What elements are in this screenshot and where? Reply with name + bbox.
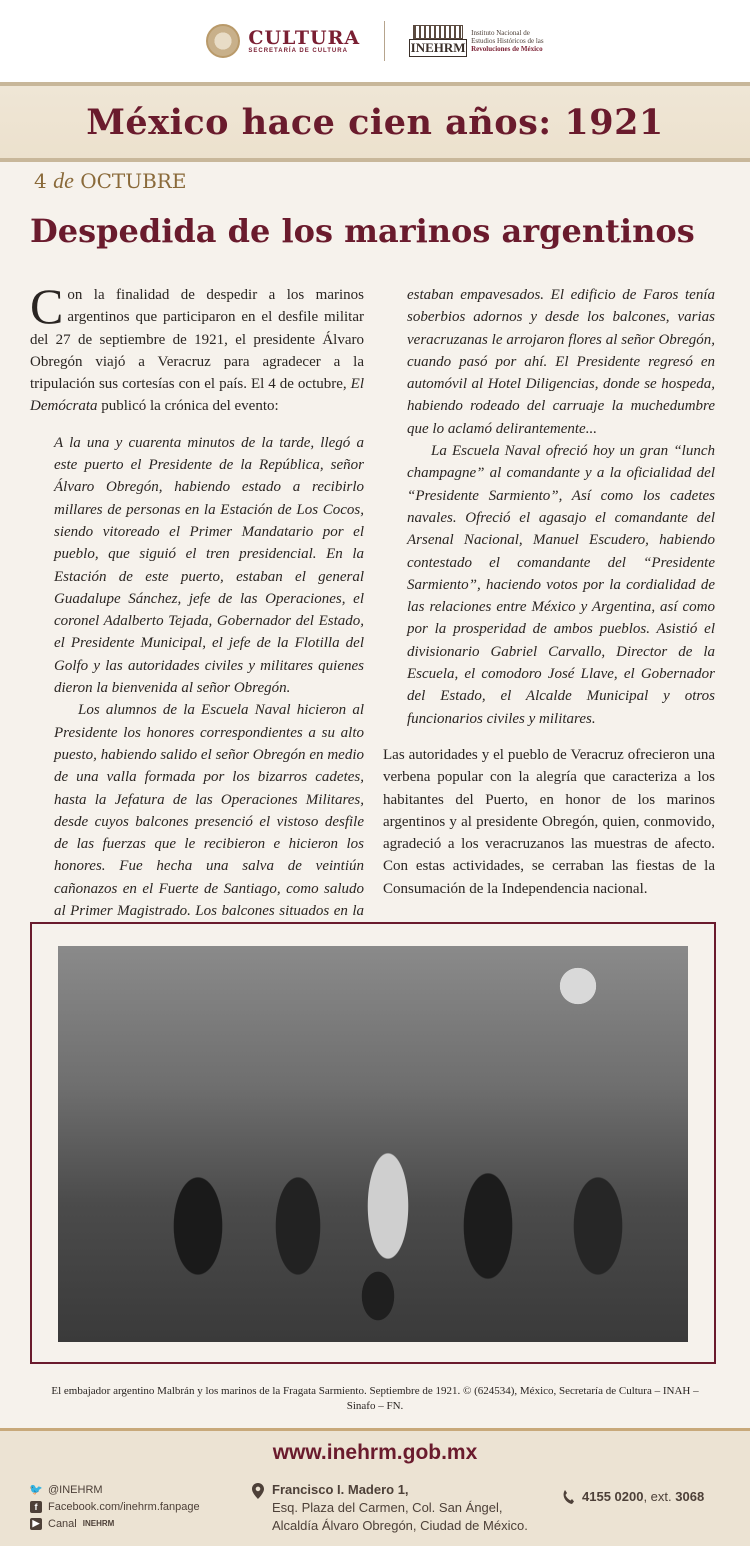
youtube-link[interactable] [30,1515,200,1532]
date-day: 4 [34,169,47,193]
inehrm-line1: Instituto Nacional de [471,29,530,37]
photo-frame [30,922,716,1364]
inehrm-abbr: INEHRM [410,40,466,55]
title-band [0,82,750,162]
quote-paragraph-3: La Escuela Naval ofreció hoy un gran “lunch champagne” al comandante y a la oficialidad del “Presidente Sarmiento”, Así como los cadetes navales. Ofreció el agasajo el comandante del Arsenal Nacional, Manuel Escudero, habiendo contestado el comandante del “Presidente Sarmiento”, haciendo votos por la cordialidad de las relaciones entre México y Argentina, así como por la prosperidad de ambos pueblos. Asistió el divisionario Gabriel Carvallo, Director de la Escuela, el comodoro José Llave, el Gobernador del Estado, el Alcalde Municipal y otros funcionarios civiles y militares. [407,443,715,727]
footer [0,1428,750,1546]
eagle-seal-icon [206,24,240,58]
phone-block[interactable] [562,1489,704,1504]
location-pin-icon [252,1483,264,1499]
page-title: México hace cien años: 1921 [86,101,664,143]
quote-paragraph-2: Los alumnos de la Escuela Naval hicieron al Presidente los honores correspondientes a su alto puesto, habiendo salido el señor Obregón en medio de una valla formada por los bizarros cadetes, hasta la Jefatura de las Operaciones Militares, desde cuyos balcones presenció el vistoso desfile de las fuerzas que le recibieron e hicieron los honores. Fue hecha una salva de veintiún cañonazos en el Fuerte de Santiago, como saludo al Primer Magistrado. Los balcones situados en la [54,702,364,920]
phone-ext-label: , ext. [643,1489,672,1504]
intro-paragraph [30,278,364,418]
inehrm-line3: Revoluciones de México [471,45,543,53]
cultura-name: CULTURA [248,27,361,49]
top-header [0,0,750,82]
phone-icon [562,1490,574,1504]
photo-caption: El embajador argentino Malbrán y los marinos de la Fragata Sarmiento. Septiembre de 1921. © (624534), México, Secretaría de Cultura – INAH – Sinafo – FN. [51,1385,699,1412]
quote-paragraph-1: A la una y cuarenta minutos de la tarde, llegó a este puerto el Presidente de la República, señor Álvaro Obregón, habiendo estado a recibirlo millares de personas en la Estación de Los Cocos, siendo vitoreado el Primer Mandatario por el pueblo, que siguió el tren presidencial. En la Estación de este puerto, estaban el general Guadalupe Sánchez, jefe de las Operaciones, el coronel Adalberto Tejada, Gobernador del Estado, el Presidente Municipal, el jefe de la Flotilla del Golfo y las autoridades civiles y militares quienes dieron la bienvenida al señor Obregón. [54,434,364,697]
historical-photo [58,946,688,1342]
twitter-handle: @INEHRM [48,1483,103,1496]
date-de: de [53,168,74,193]
address-line-2: Esq. Plaza del Carmen, Col. San Ángel, [272,1500,503,1515]
facebook-url: Facebook.com/inehrm.fanpage [48,1500,200,1513]
cultura-subtitle: SECRETARÍA DE CULTURA [248,48,348,54]
facebook-link[interactable] [30,1498,200,1515]
social-links [30,1481,200,1532]
cultura-logo [206,24,360,58]
newspaper-name: El Demócrata [30,376,364,415]
youtube-icon: ▶ [30,1518,42,1530]
youtube-channel: INEHRM [82,1519,115,1528]
date-line [34,168,186,194]
building-icon [409,25,467,57]
twitter-icon: 🐦 [29,1484,43,1496]
phone-number: 4155 0200 [582,1489,644,1504]
header-divider [384,21,385,61]
inehrm-logo [409,25,544,57]
article-headline: Despedida de los marinos argentinos [30,212,695,250]
quote-paragraph-2-continued: estaban empavesados. El edificio de Faros tenía soberbios adornos y desde los balcones, varias veracruzanas le arrojaron flores al señor Obregón, cuando pasó por ahí. El Presidente regresó en automóvil al Hotel Diligencias, donde se hospeda, habiendo rodeado del carruaje la muchedumbre que lo aclamó delirantemente... [407,287,715,437]
youtube-prefix: Canal [48,1517,77,1530]
address-line-1: Francisco I. Madero 1, [272,1482,409,1497]
website-link[interactable]: www.inehrm.gob.mx [272,1441,478,1464]
left-column [30,278,364,945]
right-column [383,284,715,900]
intro-text: on la finalidad de despedir a los marinos argentinos que participaron en el desfile militar del 27 de septiembre de 1921, el presidente Álvaro Obregón viajó a Veracruz para agradecer a la tripulación sus cortesías con el país. El 4 de octubre, [30,287,364,393]
facebook-icon: f [30,1501,42,1513]
closing-paragraph: Las autoridades y el pueblo de Veracruz ofrecieron una verbena popular con la alegría que caracteriza a los habitantes del Puerto, en honor de los marinos argentinos y al presidente Obregón, quien, conmovido, agradeció a los veracruzanos las muestras de afecto. Con estas actividades, se cerraban las fiestas de la Consumación de la Independencia nacional. [383,746,715,897]
address-line-3: Alcaldía Álvaro Obregón, Ciudad de México. [272,1518,528,1533]
twitter-link[interactable] [30,1481,200,1498]
phone-ext: 3068 [675,1489,705,1504]
address-block [252,1481,528,1535]
dropcap: C [30,278,64,334]
date-month: OCTUBRE [80,169,187,193]
intro-end: publicó la crónica del evento: [97,398,279,415]
inehrm-line2: Estudios Históricos de las [471,37,544,45]
